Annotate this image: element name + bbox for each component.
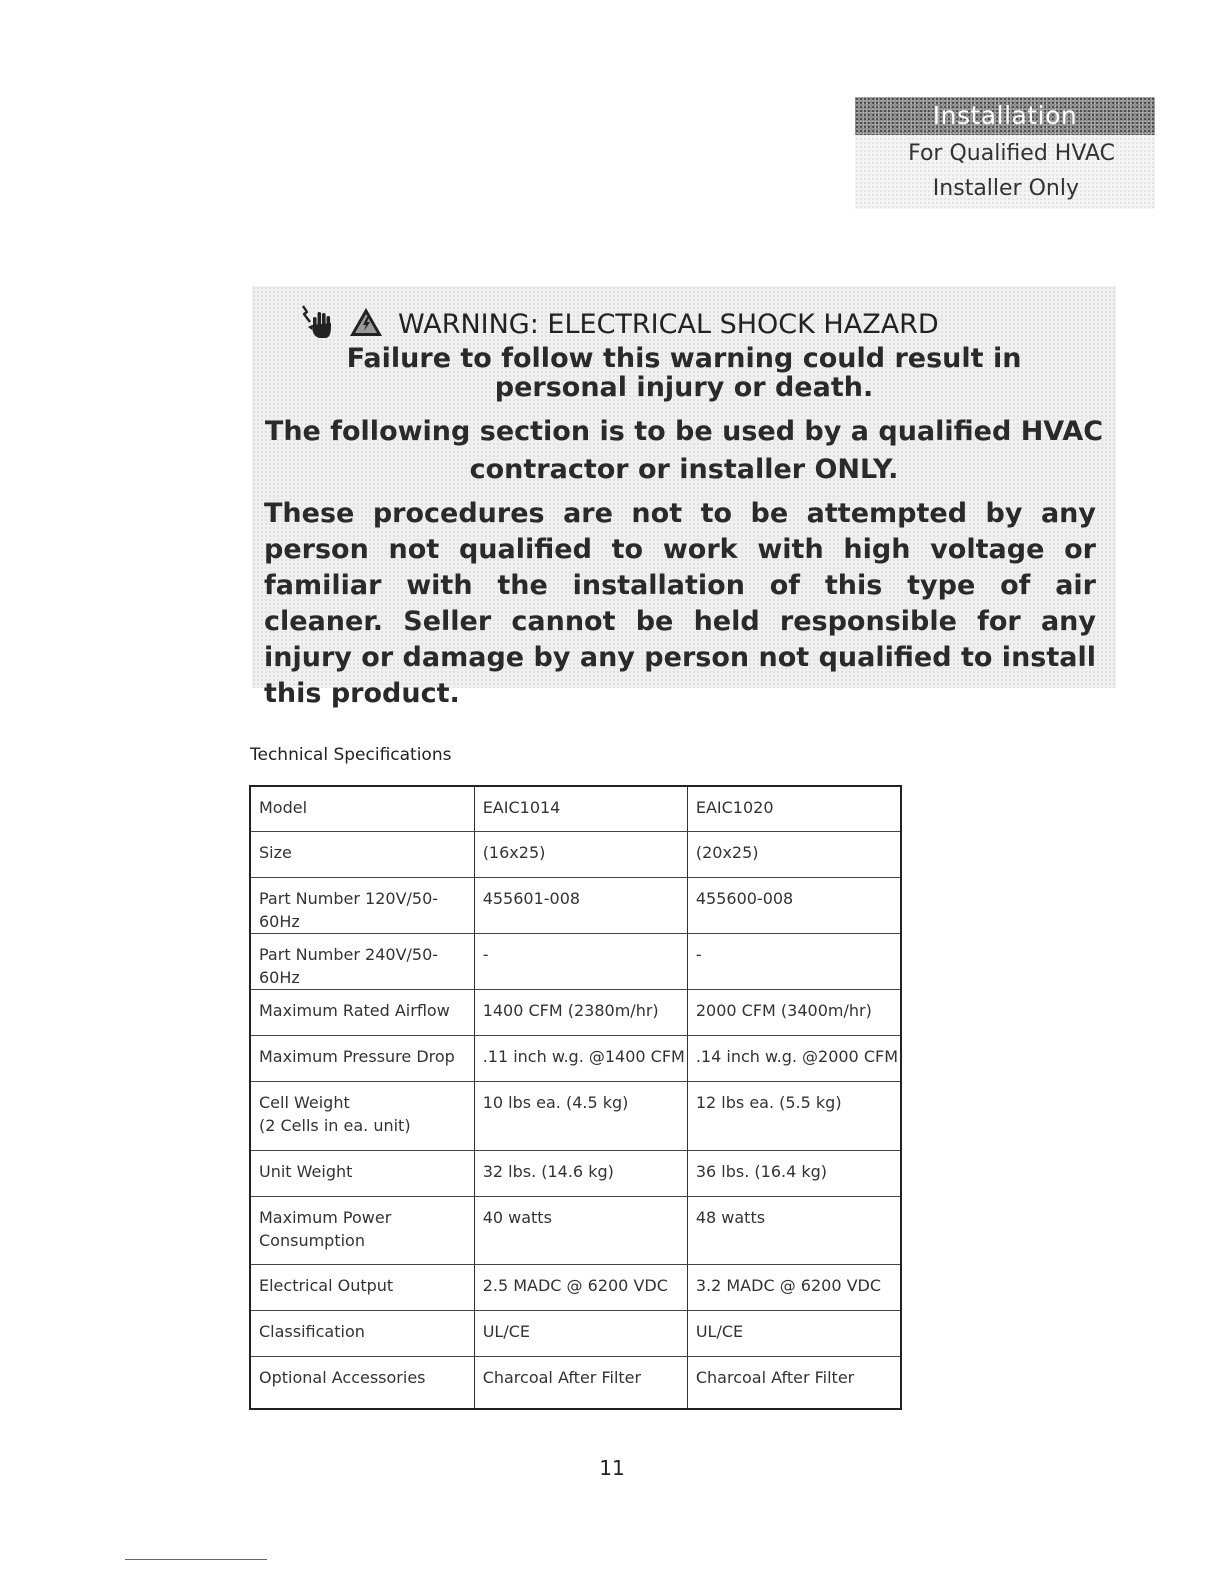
warning-line-2: personal injury or death. xyxy=(494,372,874,403)
row-label-text: Part Number 120V/50-60Hz xyxy=(259,888,439,931)
row-label xyxy=(250,1035,474,1081)
row-label-subtext: (2 Cells in ea. unit) xyxy=(259,1115,411,1135)
warning-title: WARNING: ELECTRICAL SHOCK HAZARD xyxy=(398,308,939,340)
warning-line-3: The following section is to be used by a qualified HVAC xyxy=(264,416,1104,447)
model-1020-cell: 2000 CFM (3400m/hr) xyxy=(687,989,901,1035)
model-1020-cell: 48 watts xyxy=(687,1196,901,1264)
row-label-subtext: Consumption xyxy=(259,1230,365,1250)
table-row xyxy=(250,1310,901,1356)
table-row xyxy=(250,877,901,933)
spec-table xyxy=(249,785,902,1410)
row-label xyxy=(250,877,474,933)
row-label-text: Optional Accessories xyxy=(259,1367,426,1387)
table-row xyxy=(250,989,901,1035)
row-label-text: Unit Weight xyxy=(259,1161,353,1181)
model-1014-cell: 2.5 MADC @ 6200 VDC xyxy=(474,1264,687,1310)
model-1014-cell: 455601-008 xyxy=(474,877,687,933)
row-label-text: Maximum Pressure Drop xyxy=(259,1046,455,1066)
footer-rule xyxy=(125,1559,267,1560)
table-row xyxy=(250,831,901,877)
installer-notice xyxy=(855,97,1155,209)
table-row xyxy=(250,933,901,989)
model-1014-cell: 10 lbs ea. (4.5 kg) xyxy=(474,1081,687,1150)
row-label xyxy=(250,933,474,989)
page-number: 11 xyxy=(599,1456,625,1480)
model-1014-cell: - xyxy=(474,933,687,989)
model-1014-cell: (16x25) xyxy=(474,831,687,877)
table-row xyxy=(250,1150,901,1196)
table-row xyxy=(250,786,901,831)
electrical-shock-icon xyxy=(300,303,334,345)
table-row xyxy=(250,1081,901,1150)
row-label-text: Model xyxy=(259,798,308,817)
notice-line-1: For Qualified HVAC xyxy=(908,141,1115,166)
model-1020-cell: Charcoal After Filter xyxy=(687,1356,901,1409)
model-1014-cell: EAIC1014 xyxy=(474,786,687,831)
model-1020-cell: 3.2 MADC @ 6200 VDC xyxy=(687,1264,901,1310)
notice-line-2: Installer Only xyxy=(932,176,1079,201)
warning-line-1: Failure to follow this warning could result in xyxy=(346,343,1022,374)
row-label-text: Size xyxy=(259,842,292,862)
row-label xyxy=(250,1196,474,1264)
row-label xyxy=(250,989,474,1035)
model-1014-cell: 40 watts xyxy=(474,1196,687,1264)
row-label-text: Maximum Rated Airflow xyxy=(259,1000,450,1020)
warning-line-4: contractor or installer ONLY. xyxy=(469,454,899,485)
row-label xyxy=(250,786,474,831)
warning-triangle-icon xyxy=(348,306,384,342)
row-label xyxy=(250,1310,474,1356)
row-label xyxy=(250,1150,474,1196)
model-1020-cell: 12 lbs ea. (5.5 kg) xyxy=(687,1081,901,1150)
model-1014-cell: 32 lbs. (14.6 kg) xyxy=(474,1150,687,1196)
table-row xyxy=(250,1196,901,1264)
model-1014-cell: .11 inch w.g. @1400 CFM xyxy=(474,1035,687,1081)
model-1020-cell: .14 inch w.g. @2000 CFM xyxy=(687,1035,901,1081)
spec-heading: Technical Specifications xyxy=(250,745,452,765)
warning-title-row xyxy=(300,304,939,344)
row-label xyxy=(250,1081,474,1150)
section-banner: Installation xyxy=(855,97,1155,135)
row-label xyxy=(250,1264,474,1310)
row-label xyxy=(250,831,474,877)
table-row xyxy=(250,1356,901,1409)
model-1020-cell: UL/CE xyxy=(687,1310,901,1356)
row-label-text: Classification xyxy=(259,1321,365,1341)
table-row xyxy=(250,1035,901,1081)
model-1020-cell: 455600-008 xyxy=(687,877,901,933)
row-label xyxy=(250,1356,474,1409)
row-label-text: Cell Weight xyxy=(259,1092,350,1112)
row-label-text: Part Number 240V/50-60Hz xyxy=(259,944,439,987)
table-row xyxy=(250,1264,901,1310)
model-1020-cell: (20x25) xyxy=(687,831,901,877)
model-1020-cell: EAIC1020 xyxy=(687,786,901,831)
model-1014-cell: 1400 CFM (2380m/hr) xyxy=(474,989,687,1035)
model-1020-cell: - xyxy=(687,933,901,989)
row-label-text: Electrical Output xyxy=(259,1275,394,1295)
row-label-text: Maximum Power xyxy=(259,1207,392,1227)
warning-paragraph: These procedures are not to be attempted by any person not qualified to work with high voltage or familiar with the installation of this type of air cleaner. Seller cannot be held responsible for any injury or damage by any person not qualified to install this product. xyxy=(264,498,1096,709)
model-1020-cell: 36 lbs. (16.4 kg) xyxy=(687,1150,901,1196)
model-1014-cell: UL/CE xyxy=(474,1310,687,1356)
warning-box xyxy=(252,286,1116,709)
model-1014-cell: Charcoal After Filter xyxy=(474,1356,687,1409)
